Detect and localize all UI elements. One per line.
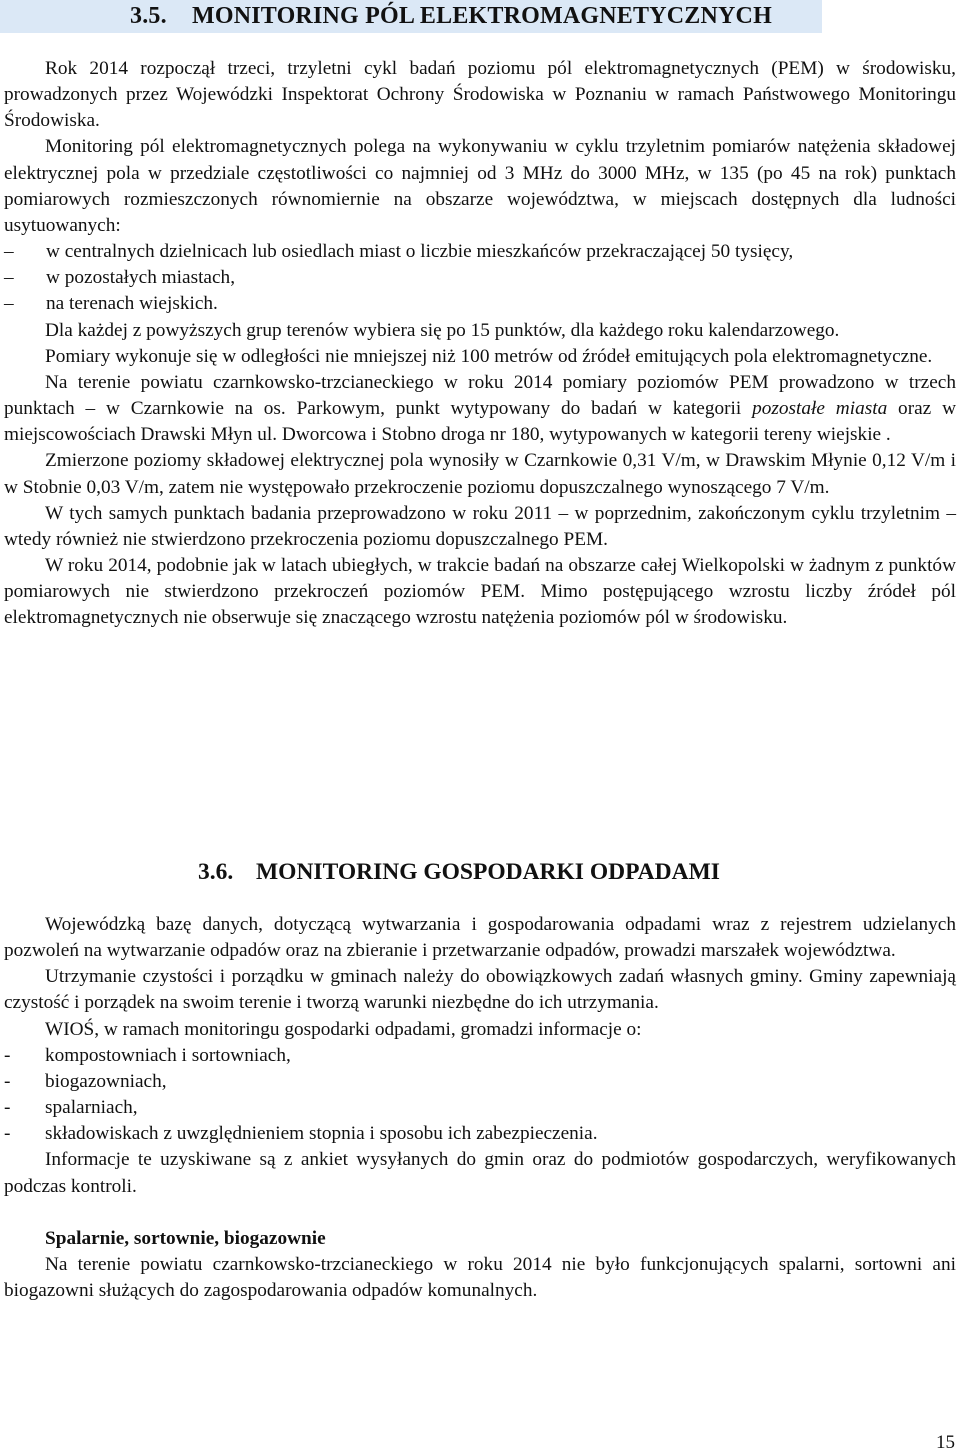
list-marker: - xyxy=(4,1070,11,1092)
paragraph-text: Na terenie powiatu czarnkowsko-trzcianeckiego w roku 2014 pomiary poziomów PEM prowadzono w trzech punktach – w Czarnkowie na os. Parkowym, punkt wytypowany do badań w kategorii xyxy=(4,371,956,420)
list-item xyxy=(4,265,956,291)
paragraph: Dla każdej z powyższych grup terenów wybiera się po 15 punktów, dla każdego roku kalendarzowego. xyxy=(45,319,840,341)
section-heading-3-6 xyxy=(198,858,720,886)
section-title: MONITORING PÓL ELEKTROMAGNETYCZNYCH xyxy=(192,3,772,29)
list-item xyxy=(4,1069,956,1095)
list-marker: – xyxy=(4,267,14,289)
list-item xyxy=(4,291,956,317)
list-marker: - xyxy=(4,1123,11,1145)
italic-category: pozostałe miasta xyxy=(752,398,888,420)
list-item xyxy=(4,239,956,265)
list-marker: - xyxy=(4,1044,11,1066)
paragraph: Monitoring pól elektromagnetycznych polega na wykonywaniu w cyklu trzyletnim pomiarów natężenia składowej elektrycznej pola w przedziale częstotliwości co najmniej od 3 MHz do 3000 MHz, w 135 (po 45 na rok) punktach pomiarowych rozmieszczonych równomiernie na obszarze województwa, w miejscach dostępnych dla ludności usytuowanych: xyxy=(4,136,956,236)
section-title: MONITORING GOSPODARKI ODPADAMI xyxy=(256,859,720,885)
paragraph: Utrzymanie czystości i porządku w gminach należy do obowiązkowych zadań własnych gminy. Gminy zapewniają czystość i porządek na swoim terenie i tworzą warunki niezbędne do ich utrzymania. xyxy=(4,966,956,1014)
section-3-5-body xyxy=(4,56,956,631)
subheading: Spalarnie, sortownie, biogazownie xyxy=(45,1227,326,1249)
paragraph: Zmierzone poziomy składowej elektrycznej pola wynosiły w Czarnkowie 0,31 V/m, w Drawskim Młynie 0,12 V/m i w Stobnie 0,03 V/m, zatem nie występowało przekroczenie poziomu dopuszczalnego wynoszącego 7 V/m. xyxy=(4,450,956,498)
list-item-text: w pozostałych miastach, xyxy=(46,267,236,289)
section-number: 3.5. xyxy=(130,3,167,29)
paragraph: W tych samych punktach badania przeprowadzono w roku 2011 – w poprzednim, zakończonym cyklu trzyletnim – wtedy również nie stwierdzono przekroczenia poziomu dopuszczalnego PEM. xyxy=(4,502,956,550)
list-item-text: spalarniach, xyxy=(45,1097,138,1119)
page-number: 15 xyxy=(936,1432,955,1453)
list-item xyxy=(4,1121,956,1147)
paragraph: Informacje te uzyskiwane są z ankiet wysyłanych do gmin oraz do podmiotów gospodarczych, weryfikowanych podczas kontroli. xyxy=(4,1149,956,1197)
paragraph-text: oraz w miejscowościach Drawski Młyn ul. Dworcowa i Stobno droga nr 180, wytypowanych w kategorii tereny wiejskie . xyxy=(4,398,956,446)
paragraph: W roku 2014, podobnie jak w latach ubiegłych, w trakcie badań na obszarze całej Wielkopolski w żadnym z punktów pomiarowych nie stwierdzono przekroczeń poziomów PEM. Mimo postępującego wzrostu liczby źródeł pól elektromagnetycznych nie obserwuje się znaczącego wzrostu natężenia poziomów pól w środowisku. xyxy=(4,554,956,629)
paragraph: Wojewódzką bazę danych, dotyczącą wytwarzania i gospodarowania odpadami wraz z rejestrem udzielanych pozwoleń na wytwarzanie odpadów oraz na zbieranie i przetwarzanie odpadów, prowadzi marszałek województwa. xyxy=(4,914,956,962)
paragraph: WIOŚ, w ramach monitoringu gospodarki odpadami, gromadzi informacje o: xyxy=(45,1018,642,1040)
list-item xyxy=(4,1095,956,1121)
list-marker: – xyxy=(4,241,14,263)
list-marker: – xyxy=(4,293,14,315)
section-heading-3-5 xyxy=(130,0,772,33)
list-item-text: na terenach wiejskich. xyxy=(46,293,218,315)
section-3-6-body xyxy=(4,912,956,1304)
paragraph: Pomiary wykonuje się w odległości nie mniejszej niż 100 metrów od źródeł emitujących pola elektromagnetyczne. xyxy=(45,345,933,367)
list-marker: - xyxy=(4,1097,11,1119)
list-item-text: składowiskach z uwzględnieniem stopnia i sposobu ich zabezpieczenia. xyxy=(45,1123,598,1145)
paragraph xyxy=(4,370,956,448)
list-item xyxy=(4,1043,956,1069)
list-item-text: kompostowniach i sortowniach, xyxy=(45,1044,291,1066)
list-item-text: biogazowniach, xyxy=(45,1070,167,1092)
section-number: 3.6. xyxy=(198,859,234,885)
paragraph: Rok 2014 rozpoczął trzeci, trzyletni cykl badań poziomu pól elektromagnetycznych (PEM) w środowisku, prowadzonych przez Wojewódzki Inspektorat Ochrony Środowiska w Poznaniu w ramach Państwowego Monitoringu Środowiska. xyxy=(4,58,956,132)
list-item-text: w centralnych dzielnicach lub osiedlach miast o liczbie mieszkańców przekraczającej 50 tysięcy, xyxy=(46,241,794,263)
paragraph: Na terenie powiatu czarnkowsko-trzcianeckiego w roku 2014 nie było funkcjonujących spalarni, sortowni ani biogazowni służących do zagospodarowania odpadów komunalnych. xyxy=(4,1253,956,1302)
